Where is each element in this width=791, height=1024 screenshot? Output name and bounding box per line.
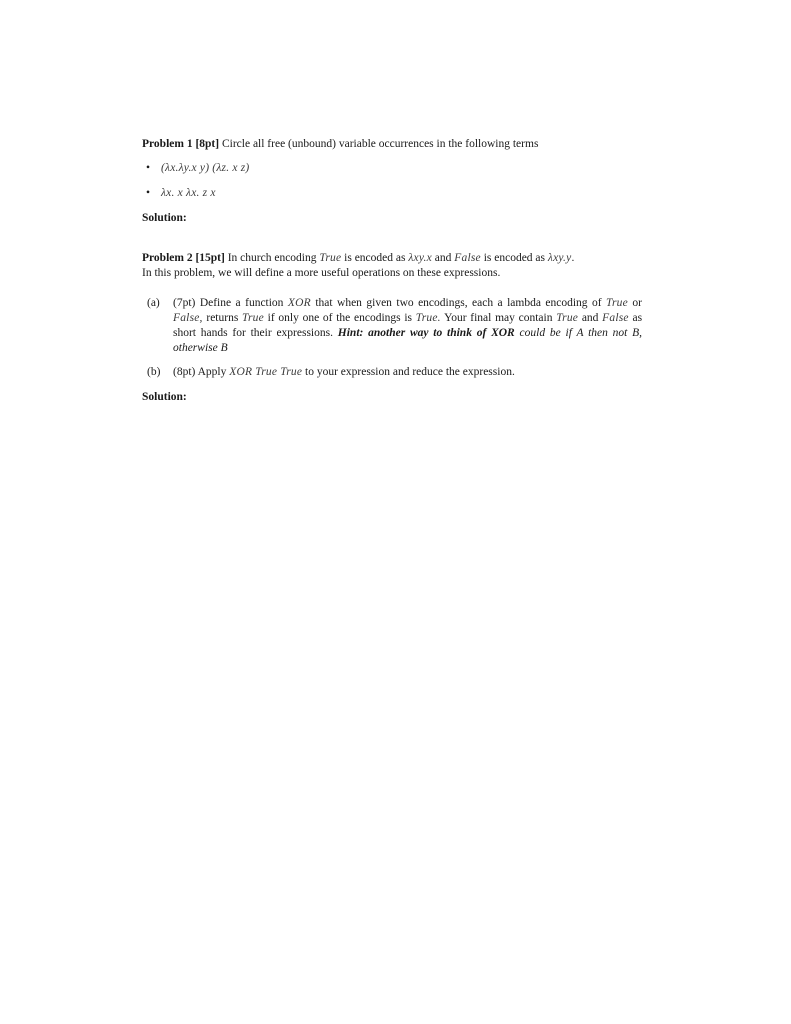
- subpart-a-label: (a): [147, 297, 160, 309]
- text-fragment: returns: [206, 312, 239, 324]
- text-fragment: if only one of the encodings is: [267, 312, 413, 324]
- problem-2-intro-line-2: In this problem, we will define a more useful operations on these expressions.: [142, 267, 501, 279]
- text-fragment: Define a function: [199, 297, 284, 309]
- text-fragment: that when given two encodings, each a lambda encoding of: [315, 297, 602, 309]
- list-item: [142, 161, 642, 176]
- false-keyword: False,: [173, 312, 203, 324]
- subpart-b-label: (b): [147, 366, 161, 378]
- subpart-a: [142, 296, 642, 356]
- true-keyword: True: [556, 312, 579, 324]
- text-fragment: to your expression and reduce the expression.: [305, 366, 515, 378]
- lambda-term: λx. x λx. z x: [161, 187, 216, 199]
- problem-1-label: Problem 1: [142, 138, 193, 150]
- problem-2-subparts: [142, 296, 642, 380]
- problem-2-points: [15pt]: [195, 252, 225, 264]
- subpart-b: [142, 365, 642, 380]
- false-expression: λxy.y: [547, 252, 572, 264]
- problem-2-label: Problem 2: [142, 252, 193, 264]
- text-fragment: .: [571, 252, 575, 264]
- bullet-icon: •: [146, 162, 151, 174]
- bullet-icon: •: [146, 187, 151, 199]
- xor-application-expression: XOR True True: [229, 366, 303, 378]
- subpart-a-points: (7pt): [173, 297, 196, 309]
- problem-2-solution-label: Solution:: [142, 391, 187, 403]
- false-keyword: False: [602, 312, 629, 324]
- text-fragment: is encoded as: [483, 252, 546, 264]
- subpart-b-points: (8pt): [173, 366, 196, 378]
- problem-1-prompt: Circle all free (unbound) variable occurrences in the following terms: [221, 138, 539, 150]
- hint-text: Hint: another way to think of XOR: [337, 327, 515, 339]
- xor-keyword: XOR: [287, 297, 311, 309]
- true-keyword: True.: [415, 312, 441, 324]
- text-fragment: In church encoding: [227, 252, 317, 264]
- text-fragment: and: [581, 312, 599, 324]
- lambda-term: (λx.λy.x y) (λz. x z): [161, 162, 250, 174]
- text-fragment: Your final may contain: [444, 312, 553, 324]
- text-fragment: is encoded as: [344, 252, 406, 264]
- problem-2-statement: [142, 251, 642, 281]
- text-fragment: or: [632, 297, 642, 309]
- document-page: [142, 137, 642, 405]
- true-keyword: True: [242, 312, 264, 324]
- text-fragment: Apply: [197, 366, 227, 378]
- hint-text-continued: could be if A then not B, otherwise B: [173, 327, 643, 354]
- problem-1-term-list: [142, 161, 642, 201]
- problem-1-points: [8pt]: [195, 138, 220, 150]
- problem-2-intro-line-1: [142, 251, 642, 266]
- problem-1-solution-label: Solution:: [142, 212, 187, 224]
- false-keyword: False: [454, 252, 481, 264]
- text-fragment: and: [434, 252, 452, 264]
- true-keyword: True: [319, 252, 342, 264]
- list-item: [142, 186, 642, 201]
- true-expression: λxy.x: [408, 252, 432, 264]
- problem-1-statement: [142, 137, 642, 152]
- true-keyword: True: [606, 297, 628, 309]
- text-fragment: as short hands for their expressions.: [173, 312, 643, 339]
